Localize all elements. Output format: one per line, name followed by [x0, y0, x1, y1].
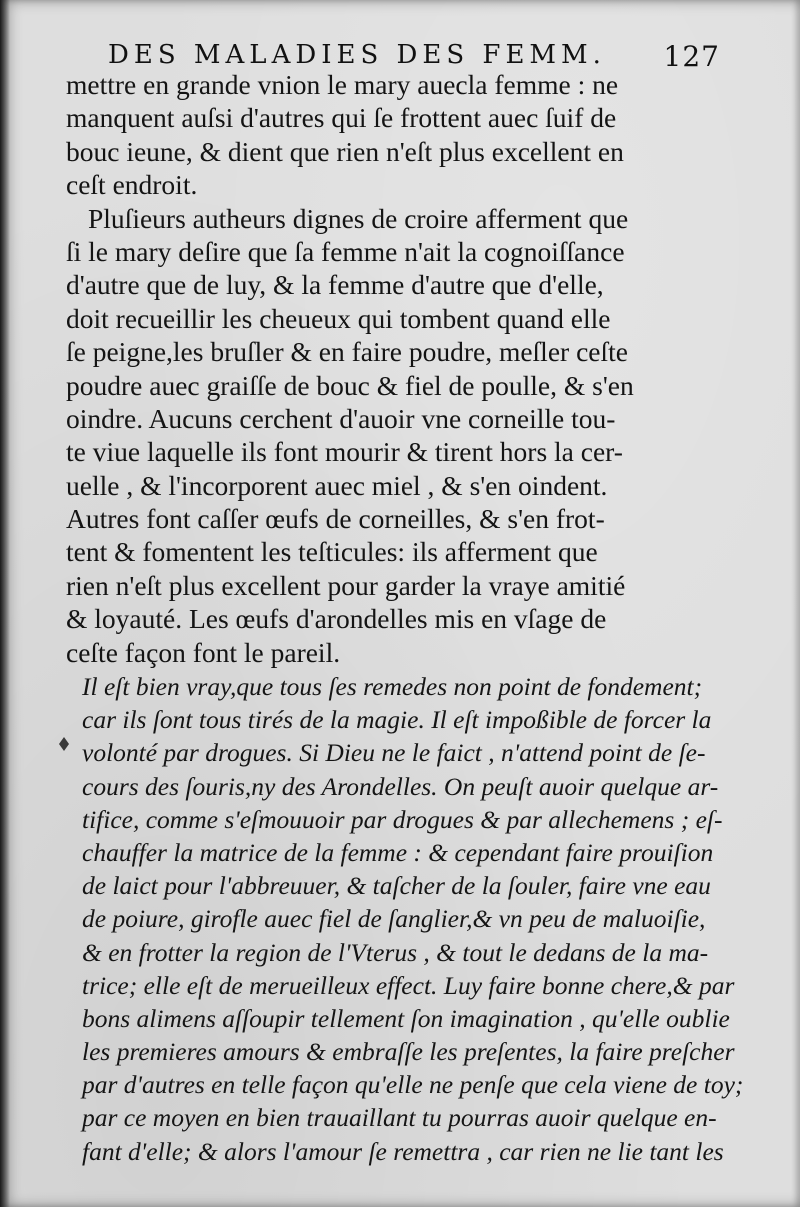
- italic-line: de poiure, girofle auec fiel de ſanglier,& vn peu de maluoiſie,: [82, 904, 706, 934]
- italic-line: fant d'elle; & alors l'amour ſe remettra , car rien ne lie tant les: [82, 1136, 724, 1166]
- italic-line: les premieres amours & embraſſe les preſentes, la faire preſcher: [82, 1037, 735, 1067]
- text-line: te viue laquelle ils font mourir & tirent hors la cer-: [66, 436, 623, 468]
- margin-ornament-icon: [56, 736, 72, 752]
- text-line: ſi le mary deſire que ſa femme n'ait la cognoiſſance: [66, 235, 625, 267]
- text-line: poudre auec graiſſe de bouc & fiel de poulle, & s'en: [66, 369, 634, 401]
- italic-line: volonté par drogues. Si Dieu ne le faict , n'attend point de ſe-: [82, 738, 706, 768]
- italic-line: chauffer la matrice de la femme : & cependant faire prouiſion: [82, 837, 714, 867]
- page-gutter-shadow: [0, 0, 10, 1207]
- text-line: oindre. Aucuns cerchent d'auoir vne corneille tou-: [66, 402, 616, 434]
- text-line: bouc ieune, & dient que rien n'eſt plus excellent en: [66, 135, 624, 167]
- page-number: 127: [663, 40, 720, 73]
- italic-line: cours des ſouris,ny des Arondelles. On peuſt auoir quelque ar-: [82, 771, 719, 801]
- italic-line: & en frotter la region de l'Vterus , & tout le dedans de la ma-: [82, 937, 709, 967]
- text-line: ceſt endroit.: [66, 169, 198, 201]
- italic-line: par d'autres en telle façon qu'elle ne penſe que cela viene de toy;: [82, 1070, 744, 1100]
- italic-line: tifice, comme s'eſmouuoir par drogues & par allechemens ; eſ-: [82, 804, 723, 834]
- text-line: doit recueillir les cheueux qui tombent quand elle: [66, 302, 611, 334]
- italic-line: trice; elle eſt de merueilleux effect. Luy faire bonne chere,& par: [82, 970, 735, 1000]
- text-line: ſe peigne,les bruſler & en faire poudre, meſler ceſte: [66, 336, 628, 368]
- italic-line: car ils ſont tous tirés de la magie. Il eſt impoßible de forcer la: [82, 705, 712, 735]
- commentary-italic: [82, 670, 744, 1168]
- main-text-roman: [66, 68, 716, 669]
- italic-line: par ce moyen en bien trauaillant tu pourras auoir quelque en-: [82, 1103, 717, 1133]
- italic-line: Il eſt bien vray,que tous ſes remedes non point de fondement;: [82, 672, 703, 701]
- text-line: & loyauté. Les œufs d'arondelles mis en vſage de: [66, 603, 607, 635]
- paragraph-start-line: Pluſieurs autheurs dignes de croire afferment que: [88, 202, 629, 234]
- text-line: mettre en grande vnion le mary auecla femme : ne: [66, 69, 619, 100]
- text-line: uelle , & l'incorporent auec miel , & s'en oindent.: [66, 469, 608, 501]
- text-line: ceſte façon font le pareil.: [66, 636, 341, 668]
- running-title: DES MALADIES DES FEMM.: [108, 40, 606, 70]
- text-line: manquent auſsi d'autres qui ſe frottent auec ſuif de: [66, 102, 617, 134]
- italic-line: bons alimens aſſoupir tellement ſon imagination , qu'elle oublie: [82, 1003, 730, 1033]
- text-line: d'autre que de luy, & la femme d'autre que d'elle,: [66, 269, 604, 301]
- text-line: tent & fomentent les teſticules: ils afferment que: [66, 536, 598, 568]
- text-line: Autres font caſſer œufs de corneilles, & s'en frot-: [66, 503, 605, 535]
- italic-line: de laict pour l'abbreuuer, & taſcher de la ſouler, faire vne eau: [82, 871, 711, 901]
- text-line: rien n'eſt plus excellent pour garder la vraye amitié: [66, 569, 626, 601]
